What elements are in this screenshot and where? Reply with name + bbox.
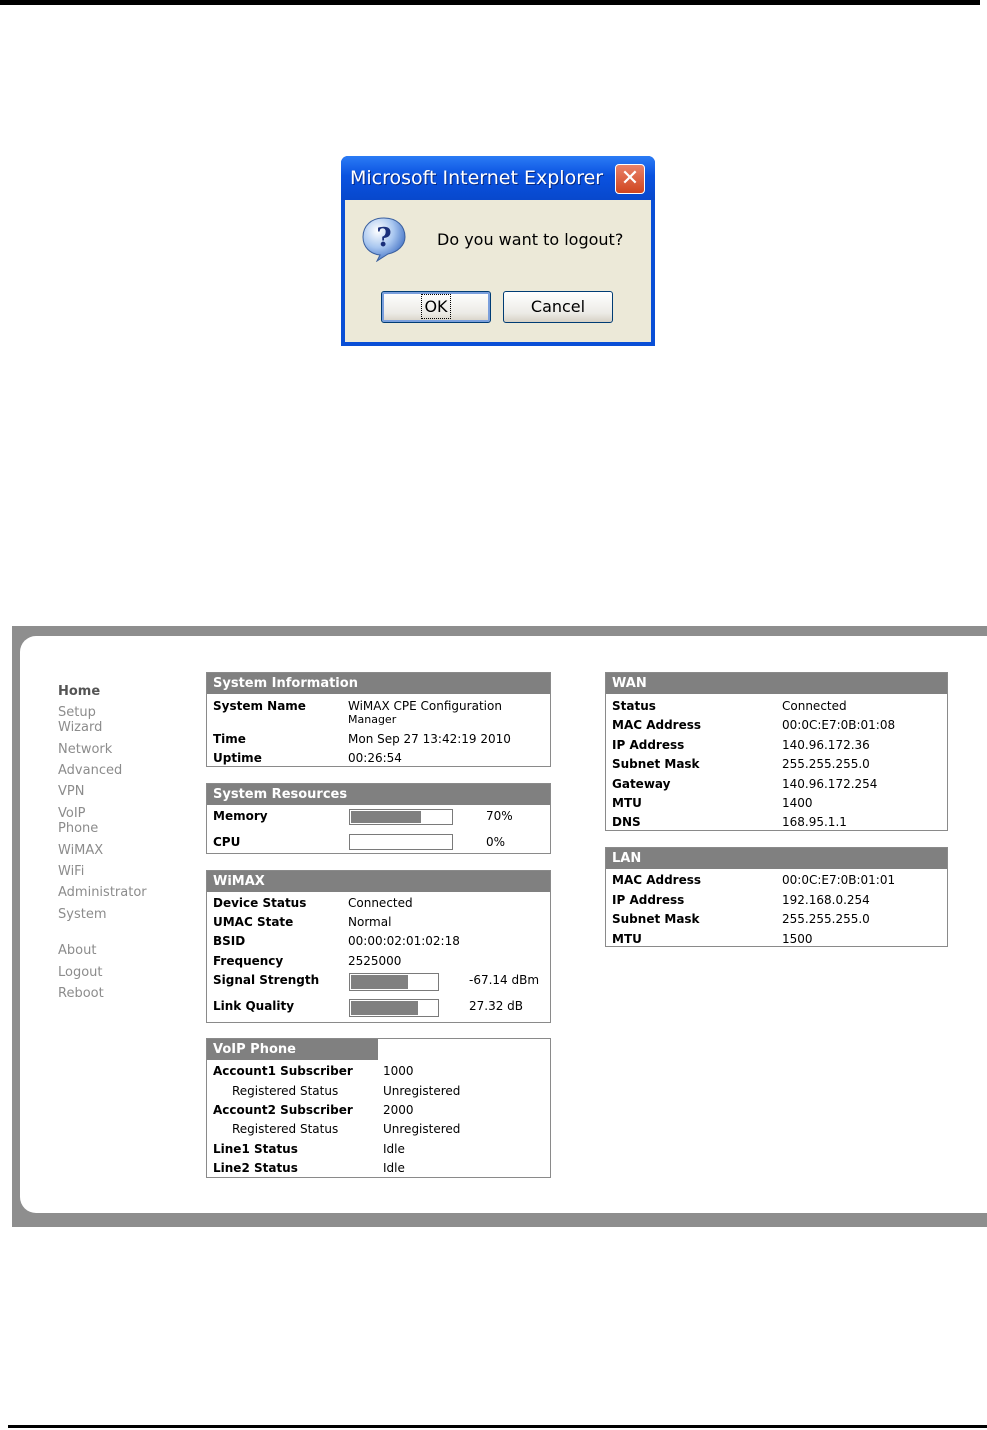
wan-mac-label: MAC Address xyxy=(612,718,702,732)
signal-strength-value: -67.14 dBm xyxy=(469,973,540,987)
wan-mac-value: 00:0C:E7:0B:01:08 xyxy=(782,718,896,732)
box-title: System Resources xyxy=(207,784,550,805)
line1-status-label: Line1 Status xyxy=(213,1142,298,1156)
memory-bar-fill xyxy=(351,811,421,823)
bsid-value: 00:00:02:01:02:18 xyxy=(348,934,460,948)
registered-status-label: Registered Status xyxy=(232,1122,339,1136)
lan-box xyxy=(605,847,948,947)
lan-ip-label: IP Address xyxy=(612,893,685,907)
box-title: LAN xyxy=(606,848,947,869)
time-value: Mon Sep 27 13:42:19 2010 xyxy=(348,732,511,746)
wan-gateway-value: 140.96.172.254 xyxy=(782,777,878,791)
account1-subscriber-value: 1000 xyxy=(383,1064,414,1078)
signal-strength-bar-fill xyxy=(351,975,408,989)
registered-status-value: Unregistered xyxy=(383,1084,461,1098)
line1-status-value: Idle xyxy=(383,1142,405,1156)
wan-status-value: Connected xyxy=(782,699,847,713)
voip-phone-box xyxy=(206,1038,551,1178)
link-quality-bar xyxy=(349,999,439,1017)
lan-mtu-value: 1500 xyxy=(782,932,813,946)
line2-status-label: Line2 Status xyxy=(213,1161,298,1175)
wan-mtu-value: 1400 xyxy=(782,796,813,810)
wan-subnet-label: Subnet Mask xyxy=(612,757,700,771)
lan-mac-value: 00:0C:E7:0B:01:01 xyxy=(782,873,896,887)
sidebar-item-voip-phone[interactable] xyxy=(58,806,98,836)
sidebar-item-label: Setup xyxy=(58,705,96,720)
link-quality-value: 27.32 dB xyxy=(469,999,524,1013)
lan-mtu-label: MTU xyxy=(612,932,642,946)
uptime-value: 00:26:54 xyxy=(348,751,402,765)
umac-state-label: UMAC State xyxy=(213,915,294,929)
signal-strength-label: Signal Strength xyxy=(213,973,320,987)
top-rule xyxy=(0,0,980,5)
memory-bar xyxy=(349,809,453,825)
device-status-label: Device Status xyxy=(213,896,307,910)
wan-dns-value: 168.95.1.1 xyxy=(782,815,847,829)
uptime-label: Uptime xyxy=(213,751,262,765)
line2-status-value: Idle xyxy=(383,1161,405,1175)
sidebar-item-label: VoIP xyxy=(58,806,86,821)
dialog-body xyxy=(345,200,651,342)
sidebar-item-reboot[interactable]: Reboot xyxy=(58,986,104,1001)
lan-mac-label: MAC Address xyxy=(612,873,702,887)
account2-subscriber-label: Account2 Subscriber xyxy=(213,1103,353,1117)
account2-subscriber-value: 2000 xyxy=(383,1103,414,1117)
box-title: System Information xyxy=(207,673,550,694)
dialog-titlebar[interactable] xyxy=(341,156,655,200)
lan-subnet-label: Subnet Mask xyxy=(612,912,700,926)
wan-gateway-label: Gateway xyxy=(612,777,671,791)
wan-subnet-value: 255.255.255.0 xyxy=(782,757,870,771)
close-icon[interactable]: ✕ xyxy=(615,164,645,194)
registered-status-label: Registered Status xyxy=(232,1084,339,1098)
box-title: VoIP Phone xyxy=(207,1039,378,1060)
cpu-label: CPU xyxy=(213,835,241,849)
sidebar-item-network[interactable]: Network xyxy=(58,742,113,757)
wan-box xyxy=(605,672,948,831)
question-icon xyxy=(361,216,407,262)
lan-ip-value: 192.168.0.254 xyxy=(782,893,870,907)
lan-subnet-value: 255.255.255.0 xyxy=(782,912,870,926)
web-ui-panel xyxy=(20,636,987,1213)
svg-text:?: ? xyxy=(376,223,392,253)
link-quality-bar-fill xyxy=(351,1001,418,1015)
umac-state-value: Normal xyxy=(348,915,392,929)
wimax-box xyxy=(206,870,551,1023)
web-ui-frame xyxy=(12,626,987,1227)
sidebar-item-advanced[interactable]: Advanced xyxy=(58,763,123,778)
ok-button[interactable] xyxy=(381,291,491,323)
frequency-value: 2525000 xyxy=(348,954,402,968)
wan-ip-value: 140.96.172.36 xyxy=(782,738,870,752)
registered-status-value: Unregistered xyxy=(383,1122,461,1136)
sidebar-item-administrator[interactable]: Administrator xyxy=(58,885,147,900)
account1-subscriber-label: Account1 Subscriber xyxy=(213,1064,353,1078)
sidebar-item-label: Phone xyxy=(58,821,99,836)
system-resources-box xyxy=(206,783,551,854)
sidebar-item-wifi[interactable]: WiFi xyxy=(58,864,85,879)
dialog-title: Microsoft Internet Explorer xyxy=(350,167,604,189)
sidebar-item-about[interactable]: About xyxy=(58,943,97,958)
system-name-value-cont: Manager xyxy=(348,713,397,726)
logout-dialog xyxy=(341,156,655,346)
time-label: Time xyxy=(213,732,246,746)
signal-strength-bar xyxy=(349,973,439,991)
system-name-value: WiMAX CPE Configuration xyxy=(348,699,502,713)
frequency-label: Frequency xyxy=(213,954,284,968)
wan-dns-label: DNS xyxy=(612,815,641,829)
memory-value: 70% xyxy=(486,809,513,823)
sidebar-item-home[interactable]: Home xyxy=(58,684,101,699)
sidebar-item-label: Wizard xyxy=(58,720,103,735)
cpu-bar xyxy=(349,834,453,850)
sidebar-item-wimax[interactable]: WiMAX xyxy=(58,843,104,858)
system-name-label: System Name xyxy=(213,699,306,713)
link-quality-label: Link Quality xyxy=(213,999,295,1013)
box-title: WiMAX xyxy=(207,871,550,892)
sidebar-item-vpn[interactable]: VPN xyxy=(58,784,85,799)
wan-status-label: Status xyxy=(612,699,656,713)
cancel-button[interactable]: Cancel xyxy=(503,291,613,323)
cpu-value: 0% xyxy=(486,835,506,849)
wan-ip-label: IP Address xyxy=(612,738,685,752)
dialog-message: Do you want to logout? xyxy=(437,230,624,249)
device-status-value: Connected xyxy=(348,896,413,910)
ok-label: OK xyxy=(424,297,448,316)
sidebar-item-logout[interactable]: Logout xyxy=(58,965,103,980)
wan-mtu-label: MTU xyxy=(612,796,642,810)
sidebar-item-system[interactable]: System xyxy=(58,907,107,922)
bsid-label: BSID xyxy=(213,934,246,948)
system-information-box xyxy=(206,672,551,767)
bottom-rule xyxy=(8,1425,987,1428)
sidebar-item-setup-wizard[interactable] xyxy=(58,705,102,735)
box-title: WAN xyxy=(606,673,947,694)
memory-label: Memory xyxy=(213,809,268,823)
